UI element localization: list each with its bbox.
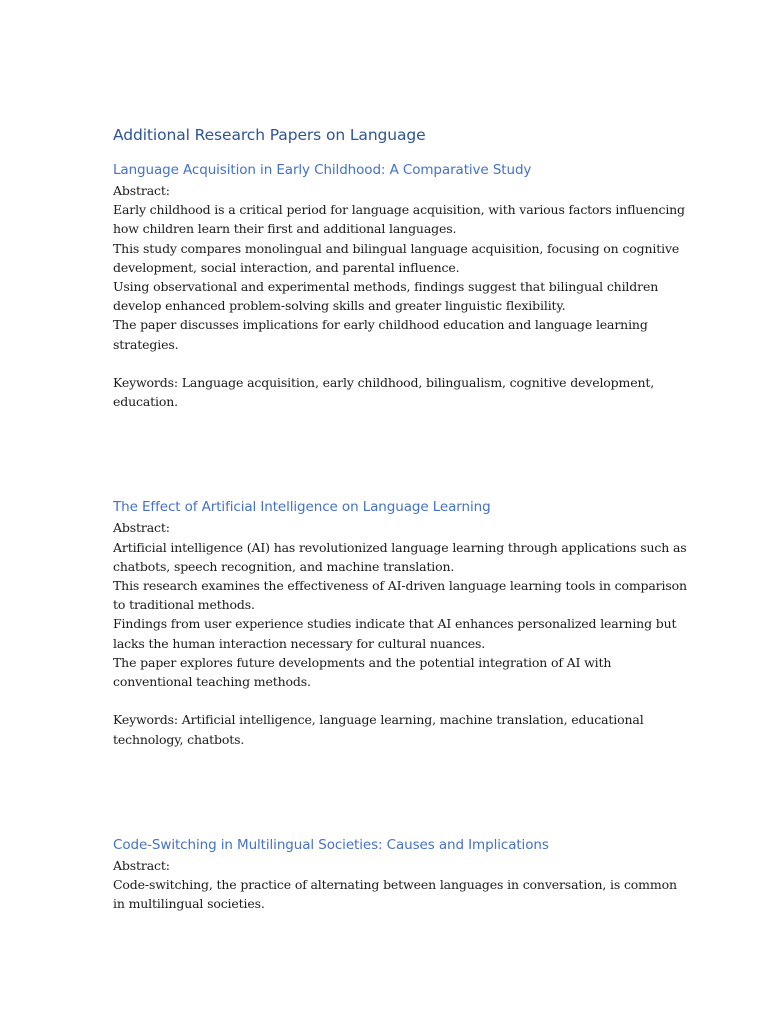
abstract-line: Artificial intelligence (AI) has revolutionized language learning through applications such as bbox=[113, 539, 687, 555]
paper-title: Language Acquisition in Early Childhood: A Comparative Study bbox=[113, 162, 532, 178]
document-page bbox=[113, 123, 687, 913]
abstract-line: The paper explores future developments and the potential integration of AI with bbox=[113, 654, 612, 670]
abstract-line: Code-switching, the practice of alternating between languages in conversation, is common bbox=[113, 877, 677, 893]
abstract-label: Abstract: bbox=[113, 520, 170, 536]
abstract-line: lacks the human interaction necessary for cultural nuances. bbox=[113, 635, 486, 651]
paper-1 bbox=[113, 160, 685, 411]
paper-title: Code-Switching in Multilingual Societies: Causes and Implications bbox=[113, 836, 549, 853]
abstract-line: development, social interaction, and parental influence. bbox=[113, 259, 460, 275]
paper-3 bbox=[113, 835, 677, 914]
abstract-line: This study compares monolingual and bilingual language acquisition, focusing on cognitive bbox=[113, 240, 680, 256]
abstract-label: Abstract: bbox=[113, 857, 170, 873]
keywords-line: Keywords: Language acquisition, early childhood, bilingualism, cognitive development, bbox=[113, 375, 655, 391]
abstract-line: Early childhood is a critical period for language acquisition, with various factors influencing bbox=[113, 202, 685, 218]
abstract-line: in multilingual societies. bbox=[113, 896, 265, 912]
abstract-label: Abstract: bbox=[113, 183, 170, 198]
abstract-line: develop enhanced problem-solving skills and greater linguistic flexibility. bbox=[113, 298, 566, 314]
abstract-line: This research examines the effectiveness of AI-driven language learning tools in comparison bbox=[113, 578, 687, 594]
document-title: Additional Research Papers on Language bbox=[113, 126, 426, 144]
abstract-line: conventional teaching methods. bbox=[113, 674, 311, 690]
abstract-line: chatbots, speech recognition, and machine translation. bbox=[113, 558, 455, 574]
abstract-line: strategies. bbox=[113, 336, 179, 352]
keywords-line: Keywords: Artificial intelligence, language learning, machine translation, educational bbox=[113, 712, 644, 728]
keywords-line: education. bbox=[113, 394, 178, 410]
paper-title: The Effect of Artificial Intelligence on Language Learning bbox=[113, 499, 491, 516]
abstract-line: The paper discusses implications for early childhood education and language learning bbox=[113, 317, 648, 333]
keywords-line: technology, chatbots. bbox=[113, 731, 245, 747]
abstract-line: Findings from user experience studies indicate that AI enhances personalized learning but bbox=[113, 616, 677, 632]
paper-2 bbox=[113, 497, 687, 748]
abstract-line: how children learn their first and additional languages. bbox=[113, 221, 457, 237]
abstract-line: to traditional methods. bbox=[113, 597, 255, 613]
paragraph-spacer bbox=[113, 354, 673, 373]
abstract-line: Using observational and experimental methods, findings suggest that bilingual children bbox=[113, 279, 659, 295]
paragraph-spacer bbox=[113, 691, 673, 710]
